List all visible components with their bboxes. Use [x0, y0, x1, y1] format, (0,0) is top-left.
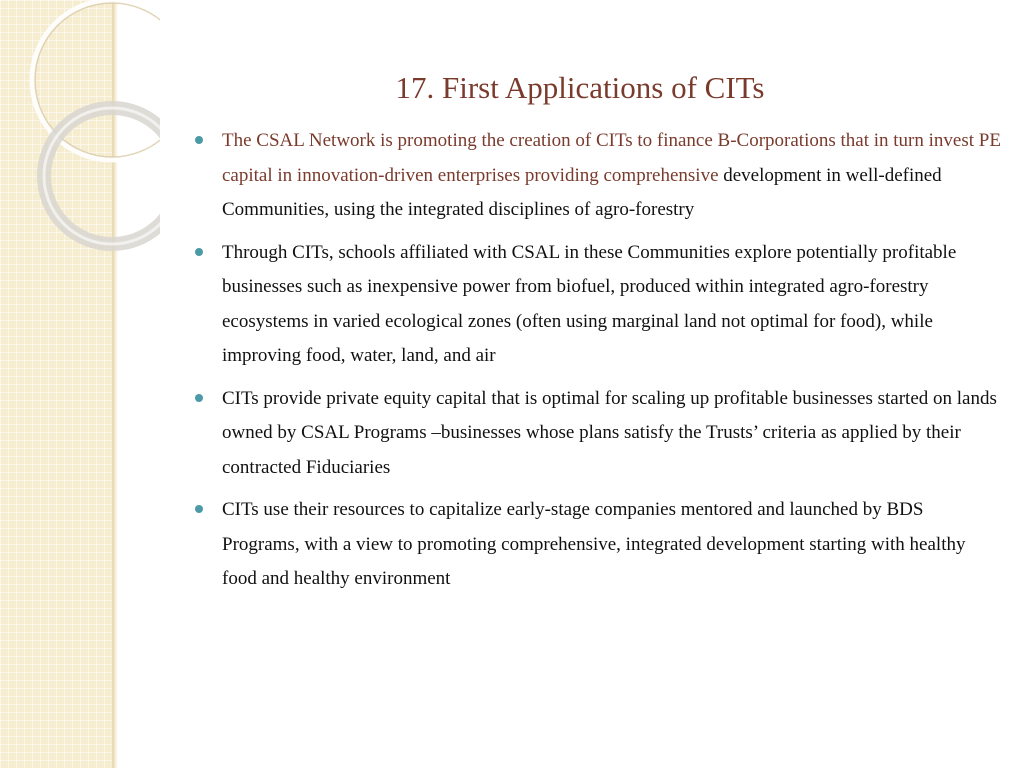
bullet-1-text: development in well-defined Communities, using the integrated disciplines of agro-forestry [222, 164, 942, 220]
decorative-circles [0, 0, 160, 260]
bullet-icon [195, 505, 203, 513]
bullet-2-text: Through CITs, schools affiliated with CSAL in these Communities explore potentially profitable businesses such as inexpensive power from biofuel, produced within integrated agro-forestry ecosystems in varied ecological zones (often using marginal land not optimal for food), while improving food, water, land, and air [222, 241, 957, 366]
bullet-icon [195, 136, 203, 144]
slide-title: 17. First Applications of CITs [395, 70, 765, 105]
bullet-item-4 [192, 493, 1004, 597]
bullet-1-accent-text: The CSAL Network is promoting the creation of CITs to finance B-Corporations that in turn invest PE capital in innovation-driven enterprises providing comprehensive [222, 130, 1001, 186]
decorative-circle-ring-highlight [44, 108, 160, 244]
bullet-3-text: CITs provide private equity capital that is optimal for scaling up profitable businesses started on lands owned by CSAL Programs –businesses whose plans satisfy the Trusts’ criteria as applied by their contracted Fiduciaries [222, 387, 997, 478]
bullet-item-3 [192, 382, 1004, 486]
bullet-icon [195, 394, 203, 402]
bullet-list [192, 124, 1004, 605]
bullet-item-2 [192, 236, 1004, 374]
bullet-4-text: CITs use their resources to capitalize early-stage companies mentored and launched by BDS Programs, with a view to promoting comprehensive, integrated development starting with healthy food and healthy environment [222, 499, 966, 589]
bullet-icon [195, 248, 203, 256]
bullet-item-1 [192, 124, 1004, 228]
